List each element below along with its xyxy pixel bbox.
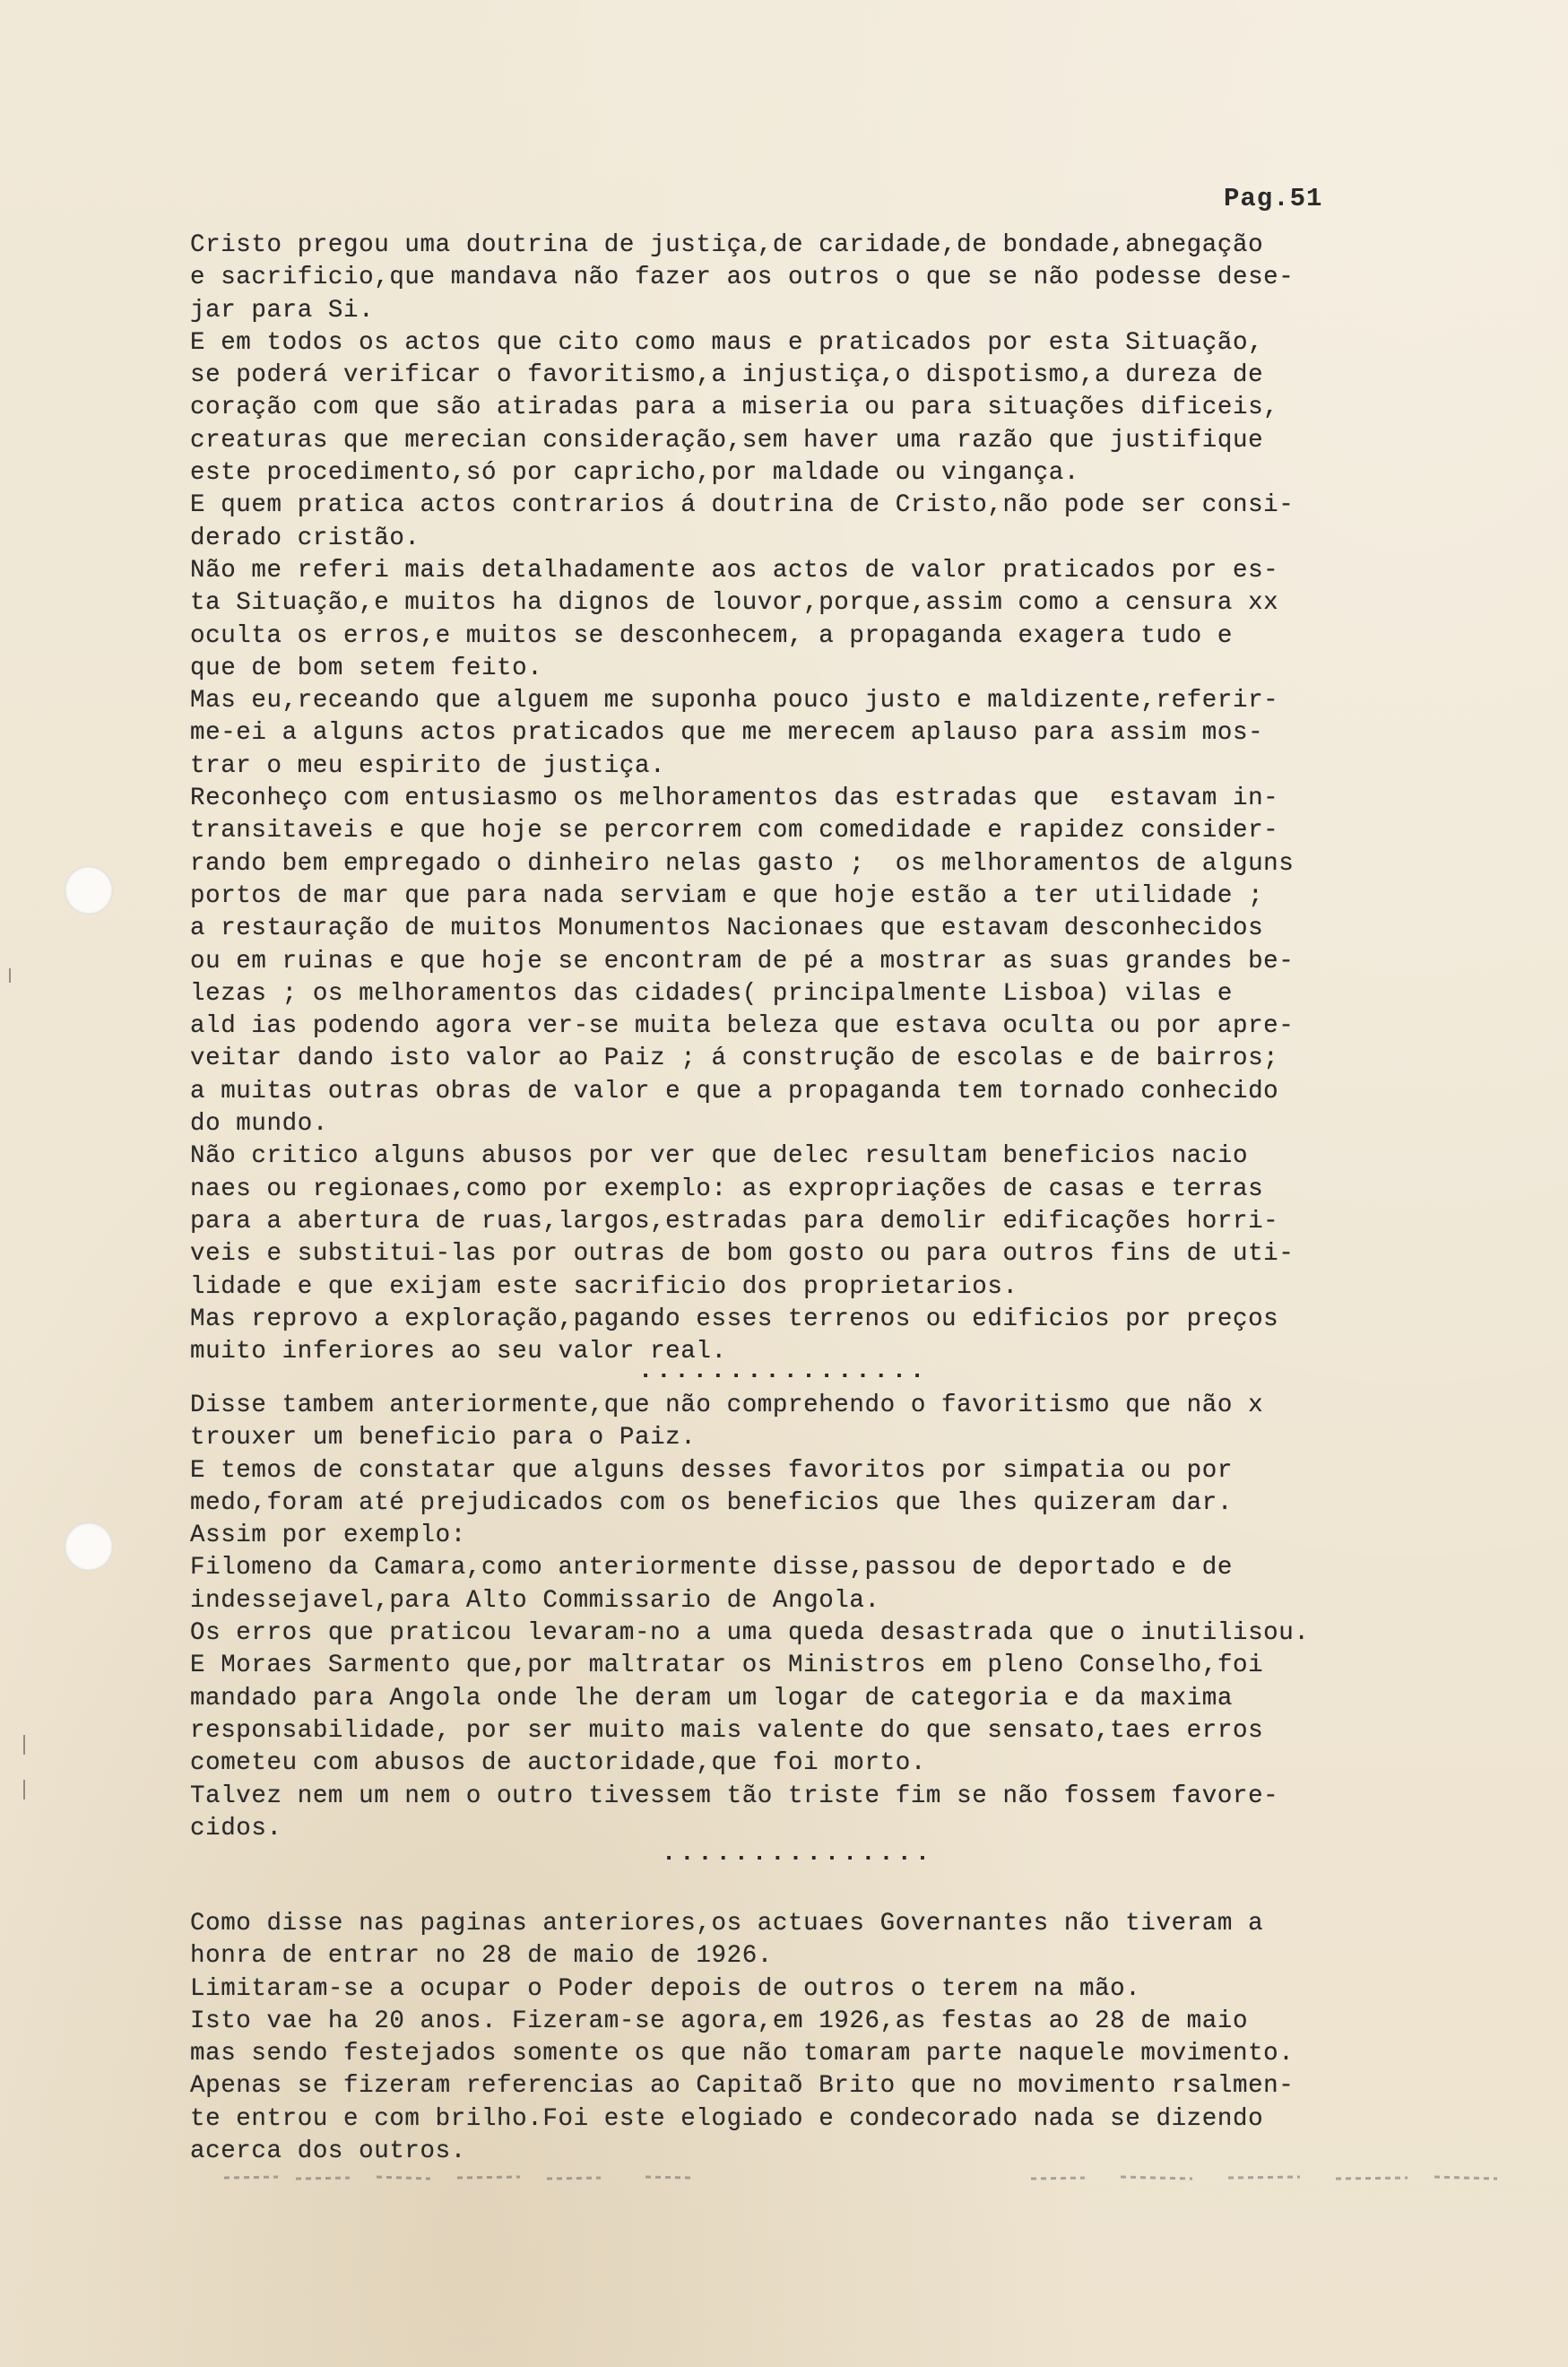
- text-line: derado cristão.: [190, 524, 420, 552]
- text-line: cometeu com abusos de auctoridade,que foi morto.: [190, 1749, 926, 1778]
- text-line: Limitaram-se a ocupar o Poder depois de outros o terem na mão.: [190, 1974, 1141, 2003]
- text-line: te entrou e com brilho.Foi este elogiado e condecorado nada se dizendo: [190, 2104, 1264, 2133]
- section-separator: ................: [638, 1358, 929, 1385]
- text-line: responsabilidade, por ser muito mais valente do que sensato,taes erros: [190, 1716, 1264, 1745]
- text-line: portos de mar que para nada serviam e que hoje estão a ter utilidade ;: [190, 881, 1264, 910]
- page-number: Pag.51: [1224, 184, 1323, 213]
- text-line: trar o meu espirito de justiça.: [190, 751, 666, 780]
- text-line: lezas ; os melhoramentos das cidades( principalmente Lisboa) vilas e: [190, 979, 1233, 1008]
- text-line: transitaveis e que hoje se percorrem com comedidade e rapidez consider-: [190, 817, 1279, 845]
- text-line: Isto vae ha 20 anos. Fizeram-se agora,em 1926,as festas ao 28 de maio: [190, 2007, 1249, 2035]
- text-line: a muitas outras obras de valor e que a propaganda tem tornado conhecido: [190, 1077, 1279, 1105]
- text-line: acerca dos outros.: [190, 2137, 466, 2166]
- text-line: e sacrificio,que mandava não fazer aos outros o que se não podesse dese-: [190, 264, 1295, 292]
- text-line: Não me referi mais detalhadamente aos actos de valor praticados por es-: [190, 556, 1279, 585]
- text-line: que de bom setem feito.: [190, 654, 543, 682]
- text-line: E temos de constatar que alguns desses favoritos por simpatia ou por: [190, 1456, 1233, 1485]
- text-line: mandado para Angola onde lhe deram um logar de categoria e da maxima: [190, 1684, 1233, 1712]
- text-line: do mundo.: [190, 1110, 328, 1139]
- text-line: E quem pratica actos contrarios á doutrina de Cristo,não pode ser consi-: [190, 491, 1295, 520]
- text-line: coração com que são atiradas para a miseria ou para situações dificeis,: [190, 394, 1279, 422]
- punch-hole: [65, 1522, 113, 1571]
- text-line: Talvez nem um nem o outro tivessem tão triste fim se não fossem favore-: [190, 1782, 1279, 1810]
- text-line: naes ou regionaes,como por exemplo: as expropriações de casas e terras: [190, 1175, 1264, 1203]
- text-line: indessejavel,para Alto Commissario de Angola.: [190, 1586, 880, 1615]
- text-line: Assim por exemplo:: [190, 1522, 466, 1550]
- text-line: este procedimento,só por capricho,por maldade ou vingança.: [190, 459, 1079, 488]
- text-line: veitar dando isto valor ao Paiz ; á construção de escolas e de bairros;: [190, 1045, 1279, 1073]
- text-line: trouxer um beneficio para o Paiz.: [190, 1424, 697, 1452]
- edge-mark: [23, 1780, 25, 1799]
- text-line: creaturas que merecian consideração,sem haver uma razão que justifique: [190, 426, 1264, 455]
- text-line: Reconheço com entusiasmo os melhoramentos das estradas que estavam in-: [190, 785, 1279, 813]
- text-line: rando bem empregado o dinheiro nelas gasto ; os melhoramentos de alguns: [190, 849, 1295, 878]
- text-line: ald ias podendo agora ver-se muita beleza que estava oculta ou por apre-: [190, 1012, 1295, 1041]
- text-line: Mas reprovo a exploração,pagando esses terrenos ou edificios por preços: [190, 1305, 1279, 1333]
- text-line: muito inferiores ao seu valor real.: [190, 1338, 727, 1366]
- text-line: a restauração de muitos Monumentos Nacionaes que estavam desconhecidos: [190, 915, 1264, 943]
- text-line: se poderá verificar o favoritismo,a injustiça,o dispotismo,a dureza de: [190, 361, 1264, 390]
- text-line: E Moraes Sarmento que,por maltratar os Ministros em pleno Conselho,foi: [190, 1652, 1264, 1680]
- edge-mark: [23, 1735, 25, 1755]
- text-line: honra de entrar no 28 de maio de 1926.: [190, 1942, 773, 1971]
- text-line: Não critico alguns abusos por ver que delec resultam beneficios nacio: [190, 1142, 1249, 1171]
- text-line: Mas eu,receando que alguem me suponha pouco justo e maldizente,referir-: [190, 687, 1279, 715]
- text-line: Disse tambem anteriormente,que não comprehendo o favoritismo que não x: [190, 1392, 1264, 1419]
- punch-hole: [65, 866, 113, 915]
- edge-mark: [9, 968, 11, 983]
- text-line: ta Situação,e muitos ha dignos de louvor,porque,assim como a censura xx: [190, 589, 1279, 618]
- text-line: Filomeno da Camara,como anteriormente disse,passou de deportado e de: [190, 1554, 1233, 1582]
- text-line: medo,foram até prejudicados com os beneficios que lhes quizeram dar.: [190, 1488, 1233, 1517]
- text-line: Os erros que praticou levaram-no a uma queda desastrada que o inutilisou.: [190, 1619, 1310, 1648]
- text-line: ou em ruinas e que hoje se encontram de pé a mostrar as suas grandes be-: [190, 947, 1295, 975]
- text-line: lidade e que exijam este sacrificio dos proprietarios.: [190, 1272, 1018, 1301]
- text-block-2: [190, 1390, 1481, 1845]
- text-line: cidos.: [190, 1814, 282, 1842]
- text-line: oculta os erros,e muitos se desconhecem, a propaganda exagera tudo e: [190, 621, 1233, 650]
- text-line: para a abertura de ruas,largos,estradas para demolir edificações horri-: [190, 1207, 1279, 1236]
- text-line: veis e substitui-las por outras de bom gosto ou para outros fins de uti-: [190, 1240, 1295, 1269]
- text-line: Apenas se fizeram referencias ao Capitaõ Brito que no movimento rsalmen-: [190, 2072, 1295, 2101]
- faint-typed-line: [224, 2172, 1515, 2184]
- text-line: jar para Si.: [190, 296, 375, 325]
- text-line: mas sendo festejados somente os que não tomaram parte naquele movimento.: [190, 2040, 1295, 2068]
- text-line: E em todos os actos que cito como maus e praticados por esta Situação,: [190, 328, 1264, 357]
- text-line: Como disse nas paginas anteriores,os actuaes Governantes não tiveram a: [190, 1910, 1264, 1938]
- section-separator: ...............: [662, 1841, 934, 1868]
- text-line: Cristo pregou uma doutrina de justiça,de caridade,de bondade,abnegação: [190, 231, 1264, 259]
- text-block-3: [190, 1908, 1481, 2168]
- text-block-1: [190, 230, 1481, 1368]
- text-line: me-ei a alguns actos praticados que me merecem aplauso para assim mos-: [190, 719, 1264, 748]
